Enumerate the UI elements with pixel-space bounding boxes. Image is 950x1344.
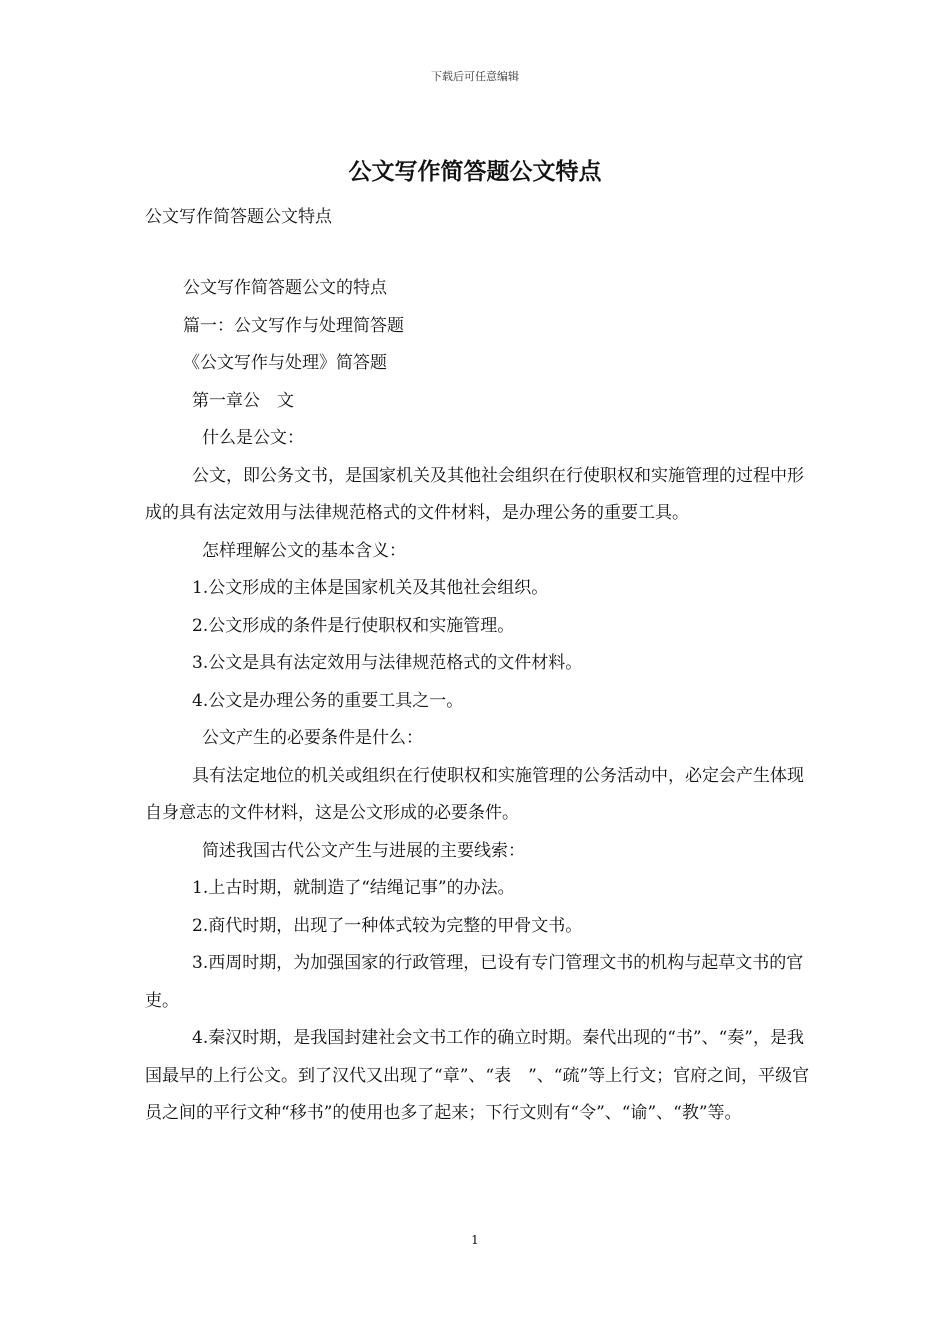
document-body xyxy=(145,270,810,1133)
body-paragraph: 第一章公 文 xyxy=(192,390,294,411)
body-paragraph: 3.公文是具有法定效用与法律规范格式的文件材料。 xyxy=(192,653,583,673)
body-paragraph: 怎样理解公文的基本含义： xyxy=(202,540,406,561)
body-paragraph: 2.商代时期，出现了一种体式较为完整的甲骨文书。 xyxy=(192,915,583,936)
body-paragraph: 3.西周时期，为加强国家的行政管理，已设有专门管理文书的机构与起草文书的官吏。 xyxy=(145,953,804,1011)
page-header-note: 下载后可任意编辑 xyxy=(431,70,519,83)
document-title: 公文写作简答题公文特点 xyxy=(348,158,602,185)
body-paragraph: 4.公文是办理公务的重要工具之一。 xyxy=(192,690,464,711)
body-paragraph: 公文，即公务文书，是国家机关及其他社会组织在行使职权和实施管理的过程中形成的具有法定效用与法律规范格式的文件材料，是办理公务的重要工具。 xyxy=(145,465,804,523)
body-paragraph: 篇一：公文写作与处理简答题 xyxy=(183,315,404,336)
body-paragraph: 简述我国古代公文产生与进展的主要线索： xyxy=(202,840,525,861)
body-paragraph: 《公文写作与处理》简答题 xyxy=(183,353,387,373)
body-paragraph: 什么是公文： xyxy=(202,428,304,448)
body-paragraph: 公文产生的必要条件是什么： xyxy=(202,728,423,748)
body-paragraph: 1.上古时期，就制造了“结绳记事”的办法。 xyxy=(192,878,515,898)
page-number: 1 xyxy=(471,1233,479,1247)
body-paragraph: 2.公文形成的条件是行使职权和实施管理。 xyxy=(192,615,515,636)
body-paragraph: 1.公文形成的主体是国家机关及其他社会组织。 xyxy=(192,578,549,598)
body-paragraph: 公文写作简答题公文的特点 xyxy=(183,278,387,298)
document-subtitle: 公文写作简答题公文特点 xyxy=(145,207,332,227)
body-paragraph: 具有法定地位的机关或组织在行使职权和实施管理的公务活动中，必定会产生体现自身意志的文件材料，这是公文形成的必要条件。 xyxy=(145,765,804,823)
body-paragraph: 4.秦汉时期，是我国封建社会文书工作的确立时期。秦代出现的“书”、“奏”，是我国最早的上行公文。到了汉代又出现了“章”、“表 ”、“疏”等上行文；官府之间，平级官员之间的平行文种“移书”的使用也多了起来；下行文则有“令”、“谕”、“教”等。 xyxy=(145,1028,810,1123)
